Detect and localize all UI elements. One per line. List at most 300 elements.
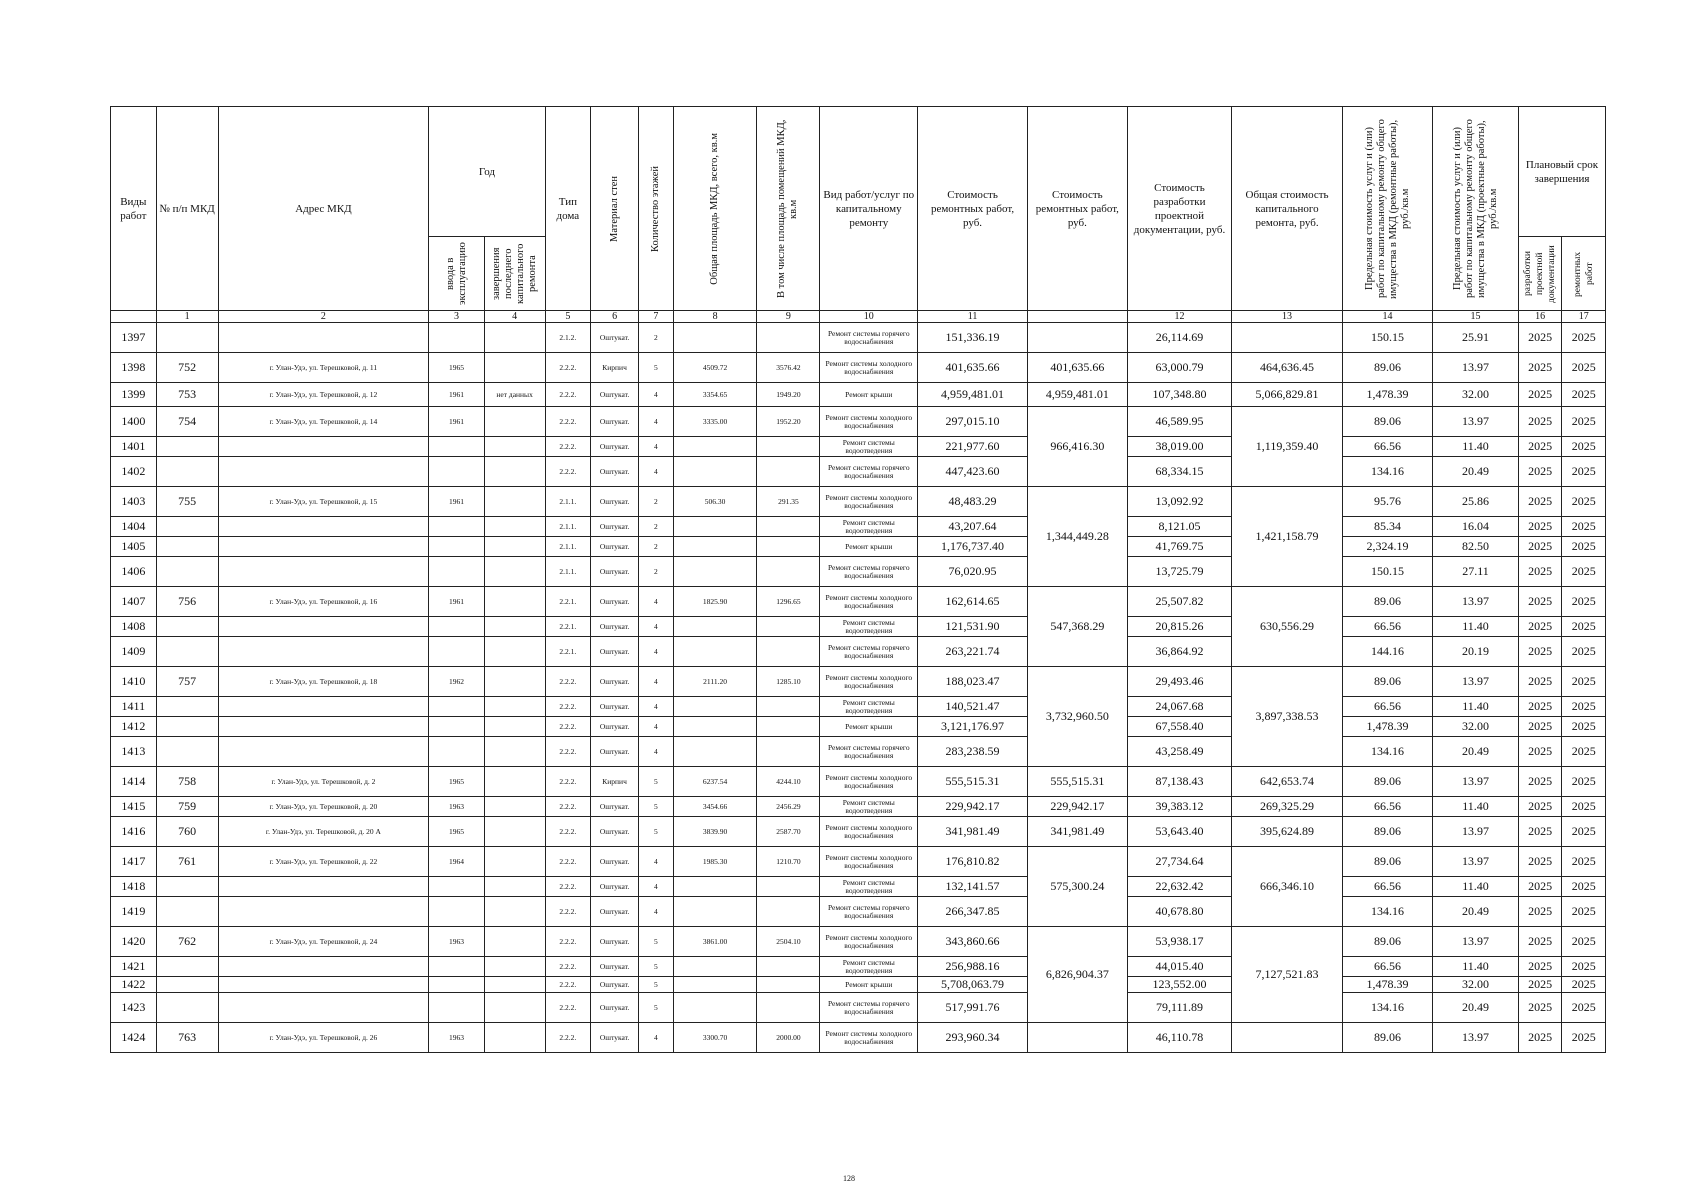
row-np-mkd xyxy=(156,977,218,993)
row-stoimost-rem: 256,988.16 xyxy=(918,957,1028,977)
row-year-remont xyxy=(484,927,545,957)
row-stoimost-proekt: 123,552.00 xyxy=(1127,977,1231,993)
row-vid-rabot: 1402 xyxy=(111,457,157,487)
row-year-vvoda xyxy=(429,737,484,767)
row-stoimost-proekt: 22,632.42 xyxy=(1127,877,1231,897)
row-stoimost-proekt: 67,558.40 xyxy=(1127,717,1231,737)
row-year-rabot: 2025 xyxy=(1562,993,1606,1023)
row-year-rabot: 2025 xyxy=(1562,457,1606,487)
column-number xyxy=(1027,311,1127,323)
row-obshaya-ploshad xyxy=(673,437,757,457)
row-stoimost-proekt: 41,769.75 xyxy=(1127,537,1231,557)
header-pomescheniya: В том числе площадь помещений МКД, кв.м xyxy=(757,107,820,311)
row-obshaya-ploshad xyxy=(673,737,757,767)
row-predel-rem: 66.56 xyxy=(1342,877,1432,897)
row-obshaya-ploshad: 3300.70 xyxy=(673,1023,757,1053)
row-pomescheniya: 1285.10 xyxy=(757,667,820,697)
row-stoimost-proekt: 107,348.80 xyxy=(1127,383,1231,407)
row-obshaya-ploshad: 1825.90 xyxy=(673,587,757,617)
row-predel-proekt: 25.91 xyxy=(1433,323,1519,353)
header-etazhi: Количество этажей xyxy=(638,107,673,311)
row-predel-proekt: 11.40 xyxy=(1433,957,1519,977)
row-address: г. Улан-Удэ, ул. Терешковой, д. 24 xyxy=(218,927,429,957)
row-predel-proekt: 32.00 xyxy=(1433,383,1519,407)
row-obshaya-stoimost: 269,325.29 xyxy=(1232,797,1343,817)
header-vid-rabot: Виды работ xyxy=(111,107,157,311)
table-row xyxy=(111,927,1606,957)
row-vid-rabot: 1422 xyxy=(111,977,157,993)
row-pomescheniya xyxy=(757,957,820,977)
table-row xyxy=(111,957,1606,977)
row-year-proekt: 2025 xyxy=(1518,353,1561,383)
row-pomescheniya xyxy=(757,977,820,993)
table-row xyxy=(111,537,1606,557)
table-row xyxy=(111,487,1606,517)
row-obshaya-stoimost: 395,624.89 xyxy=(1232,817,1343,847)
row-material: Оштукат. xyxy=(591,617,639,637)
row-year-vvoda xyxy=(429,537,484,557)
header-obshaya-stoimost: Общая стоимость капитального ремонта, руб. xyxy=(1232,107,1343,311)
row-pomescheniya: 1949.20 xyxy=(757,383,820,407)
table-row xyxy=(111,897,1606,927)
row-np-mkd xyxy=(156,877,218,897)
row-stoimost-proekt: 13,725.79 xyxy=(1127,557,1231,587)
column-number-row xyxy=(111,311,1606,323)
row-etazhi: 4 xyxy=(638,383,673,407)
column-number: 9 xyxy=(757,311,820,323)
row-etazhi: 5 xyxy=(638,977,673,993)
table-row xyxy=(111,617,1606,637)
row-predel-rem: 1,478.39 xyxy=(1342,383,1432,407)
row-year-vvoda xyxy=(429,617,484,637)
table-row xyxy=(111,847,1606,877)
row-year-rabot: 2025 xyxy=(1562,1023,1606,1053)
row-obshaya-stoimost: 1,421,158.79 xyxy=(1232,487,1343,587)
row-year-remont xyxy=(484,323,545,353)
row-pomescheniya xyxy=(757,457,820,487)
header-stoimost-rem: Стоимость ремонтных работ, руб. xyxy=(918,107,1028,311)
row-obshaya-ploshad xyxy=(673,457,757,487)
row-year-proekt: 2025 xyxy=(1518,517,1561,537)
row-year-vvoda: 1963 xyxy=(429,1023,484,1053)
row-tip-doma: 2.2.1. xyxy=(545,637,591,667)
column-number: 12 xyxy=(1127,311,1231,323)
row-tip-doma: 2.1.2. xyxy=(545,323,591,353)
row-obshaya-stoimost: 5,066,829.81 xyxy=(1232,383,1343,407)
row-np-mkd xyxy=(156,993,218,1023)
row-year-vvoda: 1965 xyxy=(429,817,484,847)
row-etazhi: 5 xyxy=(638,957,673,977)
row-vid-uslug: Ремонт системы холодного водоснабжения xyxy=(820,353,918,383)
row-stoimost-rem: 555,515.31 xyxy=(918,767,1028,797)
header-address: Адрес МКД xyxy=(218,107,429,311)
row-vid-rabot: 1414 xyxy=(111,767,157,797)
table-row xyxy=(111,977,1606,993)
row-predel-rem: 2,324.19 xyxy=(1342,537,1432,557)
row-pomescheniya: 1952.20 xyxy=(757,407,820,437)
row-year-proekt: 2025 xyxy=(1518,1023,1561,1053)
row-stoimost-rem: 176,810.82 xyxy=(918,847,1028,877)
row-vid-uslug: Ремонт системы холодного водоснабжения xyxy=(820,587,918,617)
row-np-mkd: 762 xyxy=(156,927,218,957)
row-predel-proekt: 20.49 xyxy=(1433,737,1519,767)
table-row xyxy=(111,587,1606,617)
row-stoimost-proekt: 38,019.00 xyxy=(1127,437,1231,457)
row-stoimost-rem: 3,121,176.97 xyxy=(918,717,1028,737)
row-stoimost-proekt: 44,015.40 xyxy=(1127,957,1231,977)
row-predel-proekt: 20.19 xyxy=(1433,637,1519,667)
row-year-vvoda: 1962 xyxy=(429,667,484,697)
row-stoimost-proekt: 26,114.69 xyxy=(1127,323,1231,353)
row-vid-uslug: Ремонт системы водоотведения xyxy=(820,437,918,457)
row-etazhi: 4 xyxy=(638,457,673,487)
row-vid-uslug: Ремонт системы горячего водоснабжения xyxy=(820,457,918,487)
row-year-proekt: 2025 xyxy=(1518,617,1561,637)
row-stoimost-rem: 4,959,481.01 xyxy=(918,383,1028,407)
row-year-remont xyxy=(484,537,545,557)
row-stoimost-rem-total: 575,300.24 xyxy=(1027,847,1127,927)
row-vid-rabot: 1413 xyxy=(111,737,157,767)
row-tip-doma: 2.2.2. xyxy=(545,457,591,487)
row-tip-doma: 2.2.2. xyxy=(545,383,591,407)
row-year-rabot: 2025 xyxy=(1562,487,1606,517)
table-row xyxy=(111,667,1606,697)
row-vid-rabot: 1407 xyxy=(111,587,157,617)
row-material: Оштукат. xyxy=(591,487,639,517)
row-vid-rabot: 1416 xyxy=(111,817,157,847)
row-predel-proekt: 20.49 xyxy=(1433,457,1519,487)
row-pomescheniya xyxy=(757,323,820,353)
row-stoimost-rem: 162,614.65 xyxy=(918,587,1028,617)
row-vid-rabot: 1419 xyxy=(111,897,157,927)
row-year-vvoda xyxy=(429,897,484,927)
row-vid-uslug: Ремонт системы холодного водоснабжения xyxy=(820,1023,918,1053)
row-year-vvoda: 1964 xyxy=(429,847,484,877)
row-address xyxy=(218,457,429,487)
row-vid-rabot: 1411 xyxy=(111,697,157,717)
row-obshaya-ploshad: 4509.72 xyxy=(673,353,757,383)
row-etazhi: 4 xyxy=(638,847,673,877)
row-year-remont xyxy=(484,437,545,457)
row-predel-rem: 89.06 xyxy=(1342,353,1432,383)
row-predel-proekt: 11.40 xyxy=(1433,797,1519,817)
table-row xyxy=(111,637,1606,667)
row-stoimost-rem: 221,977.60 xyxy=(918,437,1028,457)
row-material: Оштукат. xyxy=(591,437,639,457)
row-address: г. Улан-Удэ, ул. Терешковой, д. 20 xyxy=(218,797,429,817)
row-year-proekt: 2025 xyxy=(1518,487,1561,517)
row-stoimost-proekt: 53,938.17 xyxy=(1127,927,1231,957)
row-stoimost-proekt: 40,678.80 xyxy=(1127,897,1231,927)
row-stoimost-proekt: 13,092.92 xyxy=(1127,487,1231,517)
row-predel-rem: 134.16 xyxy=(1342,993,1432,1023)
row-tip-doma: 2.2.1. xyxy=(545,617,591,637)
row-year-vvoda xyxy=(429,717,484,737)
row-stoimost-rem: 343,860.66 xyxy=(918,927,1028,957)
row-address xyxy=(218,737,429,767)
table-row xyxy=(111,383,1606,407)
row-pomescheniya xyxy=(757,737,820,767)
row-material: Оштукат. xyxy=(591,797,639,817)
row-stoimost-proekt: 25,507.82 xyxy=(1127,587,1231,617)
row-year-rabot: 2025 xyxy=(1562,517,1606,537)
row-material: Оштукат. xyxy=(591,847,639,877)
row-year-remont: нет данных xyxy=(484,383,545,407)
row-vid-uslug: Ремонт системы водоотведения xyxy=(820,957,918,977)
row-year-rabot: 2025 xyxy=(1562,767,1606,797)
row-predel-rem: 89.06 xyxy=(1342,847,1432,877)
row-address: г. Улан-Удэ, ул. Терешковой, д. 16 xyxy=(218,587,429,617)
row-year-remont xyxy=(484,797,545,817)
row-year-remont xyxy=(484,587,545,617)
row-tip-doma: 2.2.2. xyxy=(545,407,591,437)
row-obshaya-ploshad xyxy=(673,517,757,537)
row-obshaya-stoimost: 1,119,359.40 xyxy=(1232,407,1343,487)
row-material: Оштукат. xyxy=(591,1023,639,1053)
row-np-mkd xyxy=(156,323,218,353)
header-np-mkd: № п/п МКД xyxy=(156,107,218,311)
row-material: Оштукат. xyxy=(591,323,639,353)
row-vid-uslug: Ремонт системы водоотведения xyxy=(820,797,918,817)
row-year-vvoda xyxy=(429,637,484,667)
row-year-proekt: 2025 xyxy=(1518,847,1561,877)
row-obshaya-stoimost: 630,556.29 xyxy=(1232,587,1343,667)
row-year-remont xyxy=(484,977,545,993)
row-stoimost-rem: 76,020.95 xyxy=(918,557,1028,587)
row-year-proekt: 2025 xyxy=(1518,977,1561,993)
row-pomescheniya xyxy=(757,517,820,537)
row-etazhi: 4 xyxy=(638,617,673,637)
row-np-mkd xyxy=(156,437,218,457)
table-row xyxy=(111,1023,1606,1053)
row-pomescheniya xyxy=(757,637,820,667)
row-predel-proekt: 82.50 xyxy=(1433,537,1519,557)
row-address xyxy=(218,617,429,637)
row-stoimost-proekt: 79,111.89 xyxy=(1127,993,1231,1023)
row-tip-doma: 2.1.1. xyxy=(545,557,591,587)
row-np-mkd: 753 xyxy=(156,383,218,407)
row-year-rabot: 2025 xyxy=(1562,323,1606,353)
row-year-remont xyxy=(484,353,545,383)
row-year-vvoda: 1965 xyxy=(429,353,484,383)
row-vid-uslug: Ремонт системы горячего водоснабжения xyxy=(820,897,918,927)
row-year-remont xyxy=(484,617,545,637)
row-material: Оштукат. xyxy=(591,667,639,697)
row-year-proekt: 2025 xyxy=(1518,927,1561,957)
row-predel-rem: 150.15 xyxy=(1342,323,1432,353)
row-predel-proekt: 16.04 xyxy=(1433,517,1519,537)
row-obshaya-stoimost: 642,653.74 xyxy=(1232,767,1343,797)
row-np-mkd: 754 xyxy=(156,407,218,437)
row-stoimost-rem: 266,347.85 xyxy=(918,897,1028,927)
header-razrabotki: разработки проектной документации xyxy=(1518,237,1561,311)
row-stoimost-proekt: 63,000.79 xyxy=(1127,353,1231,383)
row-pomescheniya: 3576.42 xyxy=(757,353,820,383)
row-vid-rabot: 1424 xyxy=(111,1023,157,1053)
row-year-proekt: 2025 xyxy=(1518,407,1561,437)
row-year-vvoda: 1961 xyxy=(429,487,484,517)
row-predel-proekt: 13.97 xyxy=(1433,667,1519,697)
column-number: 2 xyxy=(218,311,429,323)
row-etazhi: 4 xyxy=(638,697,673,717)
row-etazhi: 2 xyxy=(638,323,673,353)
row-address: г. Улан-Удэ, ул. Терешковой, д. 11 xyxy=(218,353,429,383)
row-etazhi: 4 xyxy=(638,667,673,697)
row-obshaya-ploshad: 3335.00 xyxy=(673,407,757,437)
row-obshaya-ploshad: 506.30 xyxy=(673,487,757,517)
row-stoimost-rem: 263,221.74 xyxy=(918,637,1028,667)
row-year-rabot: 2025 xyxy=(1562,817,1606,847)
row-np-mkd xyxy=(156,637,218,667)
row-predel-rem: 144.16 xyxy=(1342,637,1432,667)
row-tip-doma: 2.1.1. xyxy=(545,537,591,557)
row-vid-uslug: Ремонт системы холодного водоснабжения xyxy=(820,847,918,877)
row-vid-uslug: Ремонт крыши xyxy=(820,383,918,407)
row-stoimost-rem: 1,176,737.40 xyxy=(918,537,1028,557)
table-row xyxy=(111,517,1606,537)
row-year-remont xyxy=(484,767,545,797)
row-year-vvoda xyxy=(429,957,484,977)
row-obshaya-stoimost xyxy=(1232,1023,1343,1053)
row-tip-doma: 2.2.1. xyxy=(545,587,591,617)
row-predel-rem: 66.56 xyxy=(1342,697,1432,717)
table-row xyxy=(111,697,1606,717)
row-obshaya-ploshad: 3454.66 xyxy=(673,797,757,817)
row-obshaya-stoimost: 3,897,338.53 xyxy=(1232,667,1343,767)
row-pomescheniya xyxy=(757,717,820,737)
row-tip-doma: 2.2.2. xyxy=(545,353,591,383)
row-stoimost-rem: 401,635.66 xyxy=(918,353,1028,383)
row-year-remont xyxy=(484,877,545,897)
row-year-rabot: 2025 xyxy=(1562,897,1606,927)
row-year-rabot: 2025 xyxy=(1562,407,1606,437)
row-pomescheniya: 1210.70 xyxy=(757,847,820,877)
row-stoimost-proekt: 46,589.95 xyxy=(1127,407,1231,437)
row-year-proekt: 2025 xyxy=(1518,993,1561,1023)
page-number: 128 xyxy=(843,1174,855,1183)
row-predel-proekt: 11.40 xyxy=(1433,697,1519,717)
row-year-remont xyxy=(484,517,545,537)
row-vid-rabot: 1417 xyxy=(111,847,157,877)
header-stoimost-proekt: Стоимость разработки проектной документации, руб. xyxy=(1127,107,1231,311)
row-predel-rem: 66.56 xyxy=(1342,957,1432,977)
row-vid-uslug: Ремонт системы горячего водоснабжения xyxy=(820,637,918,667)
row-vid-uslug: Ремонт системы горячего водоснабжения xyxy=(820,323,918,353)
row-vid-uslug: Ремонт системы холодного водоснабжения xyxy=(820,767,918,797)
row-stoimost-rem: 132,141.57 xyxy=(918,877,1028,897)
row-address: г. Улан-Удэ, ул. Терешковой, д. 26 xyxy=(218,1023,429,1053)
row-np-mkd: 752 xyxy=(156,353,218,383)
column-number: 11 xyxy=(918,311,1028,323)
row-pomescheniya: 1296.65 xyxy=(757,587,820,617)
row-year-remont xyxy=(484,847,545,877)
column-number: 1 xyxy=(156,311,218,323)
row-year-proekt: 2025 xyxy=(1518,323,1561,353)
header-obshaya-ploshad: Общая площадь МКД, всего, кв.м xyxy=(673,107,757,311)
row-etazhi: 5 xyxy=(638,817,673,847)
row-np-mkd: 757 xyxy=(156,667,218,697)
column-number xyxy=(111,311,157,323)
row-stoimost-rem-total xyxy=(1027,323,1127,353)
row-stoimost-proekt: 43,258.49 xyxy=(1127,737,1231,767)
row-predel-rem: 134.16 xyxy=(1342,457,1432,487)
row-np-mkd: 761 xyxy=(156,847,218,877)
row-material: Оштукат. xyxy=(591,517,639,537)
row-address: г. Улан-Удэ, ул. Терешковой, д. 12 xyxy=(218,383,429,407)
header-remontnyh: ремонтных работ xyxy=(1562,237,1606,311)
row-obshaya-ploshad: 6237.54 xyxy=(673,767,757,797)
row-vid-rabot: 1397 xyxy=(111,323,157,353)
row-year-vvoda xyxy=(429,517,484,537)
row-year-vvoda: 1961 xyxy=(429,587,484,617)
row-year-proekt: 2025 xyxy=(1518,557,1561,587)
row-etazhi: 4 xyxy=(638,737,673,767)
row-np-mkd: 760 xyxy=(156,817,218,847)
header-predel-proekt: Предельная стоимость услуг и (или) работ по капитальному ремонту общего имущества в МКД (проектные работы), руб./кв.м xyxy=(1433,107,1519,311)
row-np-mkd xyxy=(156,517,218,537)
row-address xyxy=(218,557,429,587)
row-year-remont xyxy=(484,1023,545,1053)
row-vid-uslug: Ремонт системы горячего водоснабжения xyxy=(820,557,918,587)
row-material: Оштукат. xyxy=(591,457,639,487)
row-stoimost-proekt: 46,110.78 xyxy=(1127,1023,1231,1053)
row-year-proekt: 2025 xyxy=(1518,797,1561,817)
row-stoimost-rem-total: 555,515.31 xyxy=(1027,767,1127,797)
row-etazhi: 4 xyxy=(638,407,673,437)
row-year-proekt: 2025 xyxy=(1518,817,1561,847)
row-etazhi: 5 xyxy=(638,927,673,957)
row-stoimost-proekt: 87,138.43 xyxy=(1127,767,1231,797)
row-year-rabot: 2025 xyxy=(1562,437,1606,457)
row-np-mkd xyxy=(156,557,218,587)
row-vid-uslug: Ремонт системы холодного водоснабжения xyxy=(820,487,918,517)
row-year-proekt: 2025 xyxy=(1518,537,1561,557)
row-address: г. Улан-Удэ, ул. Терешковой, д. 18 xyxy=(218,667,429,697)
column-number: 8 xyxy=(673,311,757,323)
column-number: 5 xyxy=(545,311,591,323)
row-stoimost-proekt: 53,643.40 xyxy=(1127,817,1231,847)
row-stoimost-rem: 121,531.90 xyxy=(918,617,1028,637)
row-vid-uslug: Ремонт крыши xyxy=(820,977,918,993)
row-stoimost-rem-total: 341,981.49 xyxy=(1027,817,1127,847)
column-number: 13 xyxy=(1232,311,1343,323)
row-address xyxy=(218,877,429,897)
row-stoimost-rem: 297,015.10 xyxy=(918,407,1028,437)
row-np-mkd xyxy=(156,457,218,487)
row-obshaya-ploshad: 2111.20 xyxy=(673,667,757,697)
row-predel-rem: 89.06 xyxy=(1342,667,1432,697)
row-stoimost-proekt: 20,815.26 xyxy=(1127,617,1231,637)
row-year-remont xyxy=(484,717,545,737)
row-vid-uslug: Ремонт системы водоотведения xyxy=(820,697,918,717)
row-year-proekt: 2025 xyxy=(1518,587,1561,617)
row-predel-rem: 89.06 xyxy=(1342,817,1432,847)
row-vid-rabot: 1409 xyxy=(111,637,157,667)
row-etazhi: 5 xyxy=(638,797,673,817)
row-vid-rabot: 1403 xyxy=(111,487,157,517)
row-obshaya-ploshad xyxy=(673,697,757,717)
row-etazhi: 4 xyxy=(638,897,673,927)
row-year-remont xyxy=(484,957,545,977)
row-etazhi: 2 xyxy=(638,537,673,557)
row-etazhi: 4 xyxy=(638,877,673,897)
table-row xyxy=(111,767,1606,797)
row-year-proekt: 2025 xyxy=(1518,697,1561,717)
row-year-rabot: 2025 xyxy=(1562,797,1606,817)
row-stoimost-rem-total: 4,959,481.01 xyxy=(1027,383,1127,407)
column-number: 6 xyxy=(591,311,639,323)
row-vid-uslug: Ремонт системы горячего водоснабжения xyxy=(820,993,918,1023)
